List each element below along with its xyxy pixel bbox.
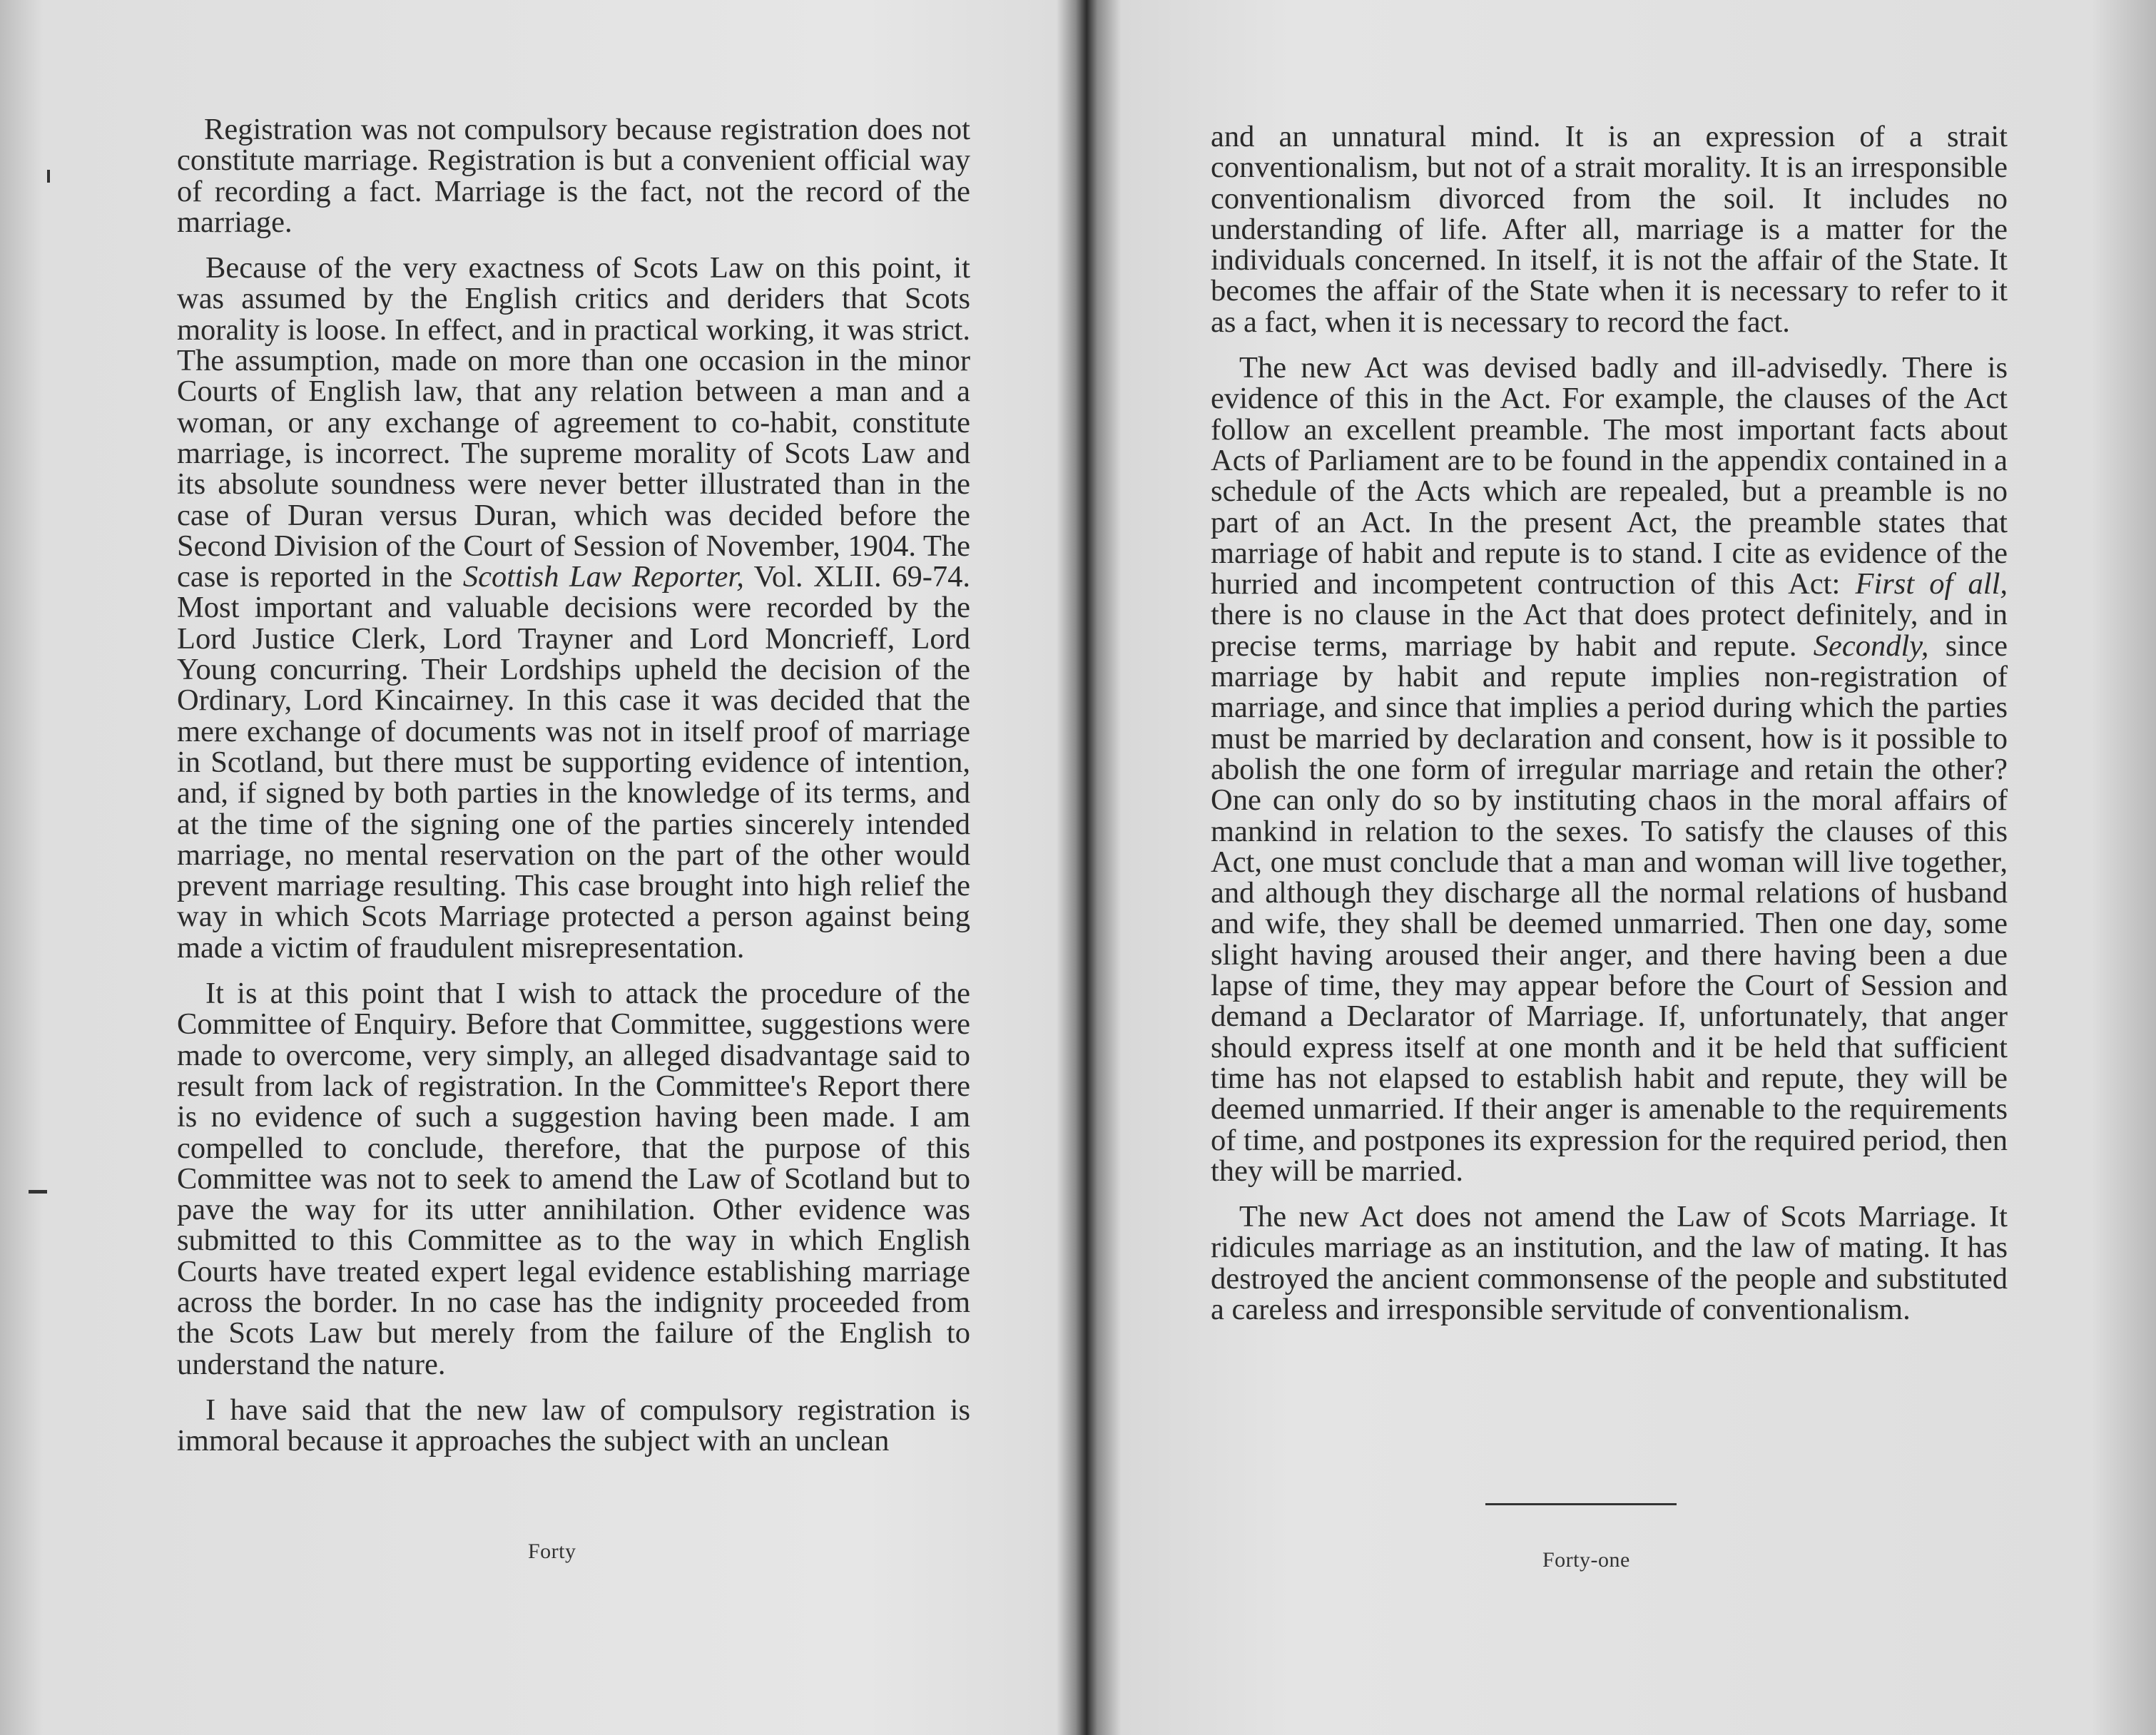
right-page [1086, 0, 2156, 1735]
paragraph-text: The new Act was devised badly and ill-advisedly. There is evidence of this in the Act. For example, the clauses of the Act follow an excellent preamble. The most important facts about Acts of Parliament are to be found in the appendix contained in a schedule of the Acts which are repealed, but a preamble is no part of an Act. In the present Act, the preamble states that marriage of habit and repute is to stand. I cite as evidence of the hurried and incompetent contruction of this Act: [1211, 351, 2008, 601]
page-number: Forty-one [1542, 1548, 1630, 1572]
paragraph-text: Because of the very exactness of Scots Law on this point, it was assumed by the English critics and deriders that Scots morality is loose. In effect, and in practical working, it was strict. The assumption, made on more than one occasion in the minor Courts of English law, that any relation between a man and a woman, or any exchange of agreement to co-habit, constitute marriage, is incorrect. The supreme morality of Scots Law and its absolute soundness were never better illustrated than in the case of Duran versus Duran, which was decided before the Second Division of the Court of Session of November, 1904. The case is reported in the [177, 251, 970, 594]
paragraph [177, 253, 970, 963]
paragraph: It is at this point that I wish to attack the procedure of the Committee of Enquiry. Before that Committee, suggestions were made to overcome, very simply, an alleged disadvantage said to result from lack of registration. In the Committee's Report there is no evidence of such a suggestion having been made. I am compelled to conclude, therefore, that the purpose of this Committee was not to seek to amend the Law of Scotland but to pave the way for its utter annihilation. Other evidence was submitted to this Committee as to the way in which English Courts have treated expert legal evidence establishing marriage across the border. In no case has the indignity proceeded from the Scots Law but merely from the failure of the English to understand the nature. [177, 977, 970, 1381]
emphasis: First of all, [1855, 567, 2008, 601]
citation-title: Scottish Law Reporter, [462, 560, 744, 594]
citation-volume: Vol. XLII. 69-74. [743, 560, 971, 594]
margin-mark [29, 1190, 47, 1194]
paragraph-text: there is no clause in the Act that does protect definitely, and in precise terms, marriage by habit and repute. [1211, 598, 2008, 663]
margin-mark [47, 170, 50, 183]
paragraph: I have said that the new law of compulsory registration is immoral because it approaches the subject with an unclean [177, 1393, 970, 1458]
section-end-rule [1485, 1503, 1677, 1505]
paragraph-text: Most important and valuable decisions were recorded by the Lord Justice Clerk, Lord Trayner and Lord Moncrieff, Lord Young concurring. Their Lordships upheld the decision of the Ordinary, Lord Kincairney. In this case it was decided that the mere exchange of documents was not in itself proof of marriage in Scotland, but there must be supporting evidence of intention, and, if signed by both parties in the knowledge of its terms, and at the time of the signing one of the parties sincerely intended marriage, no mental reservation on the part of the other would prevent marriage resulting. This case brought into high relief the way in which Scots Marriage protected a person against being made a victim of fraudulent misrepresentation. [177, 591, 970, 965]
paragraph: The new Act does not amend the Law of Scots Marriage. It ridicules marriage as an institution, and the law of mating. It has destroyed the ancient commonsense of the people and substituted a careless and irresponsible servitude of conventionalism. [1211, 1200, 2008, 1326]
right-page-text [1211, 121, 2008, 1340]
paragraph: and an unnatural mind. It is an expression of a strait conventionalism, but not of a strait morality. It is an irresponsible conventionalism divorced from the soil. It includes no understanding of life. After all, marriage is a matter for the individuals concerned. In itself, it is not the affair of the State. It becomes the affair of the State when it is necessary to refer to it as a fact, when it is necessary to record the fact. [1211, 120, 2008, 339]
left-page [0, 0, 1070, 1735]
page-number: Forty [528, 1540, 576, 1563]
emphasis: Secondly, [1813, 629, 1929, 663]
paragraph: Registration was not compulsory because registration does not constitute marriage. Registration is but a convenient official way of recording a fact. Marriage is the fact, not the record of the marriage. [177, 113, 970, 239]
paragraph-text: since marriage by habit and repute implies non-registration of marriage, and since that implies a period during which the parties must be married by declaration and consent, how is it possible to abolish the one form of irregular marriage and retain the other? One can only do so by instituting chaos in the moral affairs of mankind in relation to the sexes. To satisfy the clauses of this Act, one must conclude that a man and woman will live together, and although they discharge all the normal relations of husband and wife, they shall be deemed unmarried. Then one day, some slight having aroused their anger, and there having been a due lapse of time, they may appear before the Court of Session and demand a Declarator of Marriage. If, unfortunately, that anger should express itself at one month and it be held that sufficient time has not elapsed to establish habit and repute, they will be deemed unmarried. If their anger is amenable to the requirements of time, and postpones its expression for the required period, then they will be married. [1211, 629, 2008, 1188]
paragraph [1211, 352, 2008, 1186]
left-page-text [177, 114, 970, 1471]
